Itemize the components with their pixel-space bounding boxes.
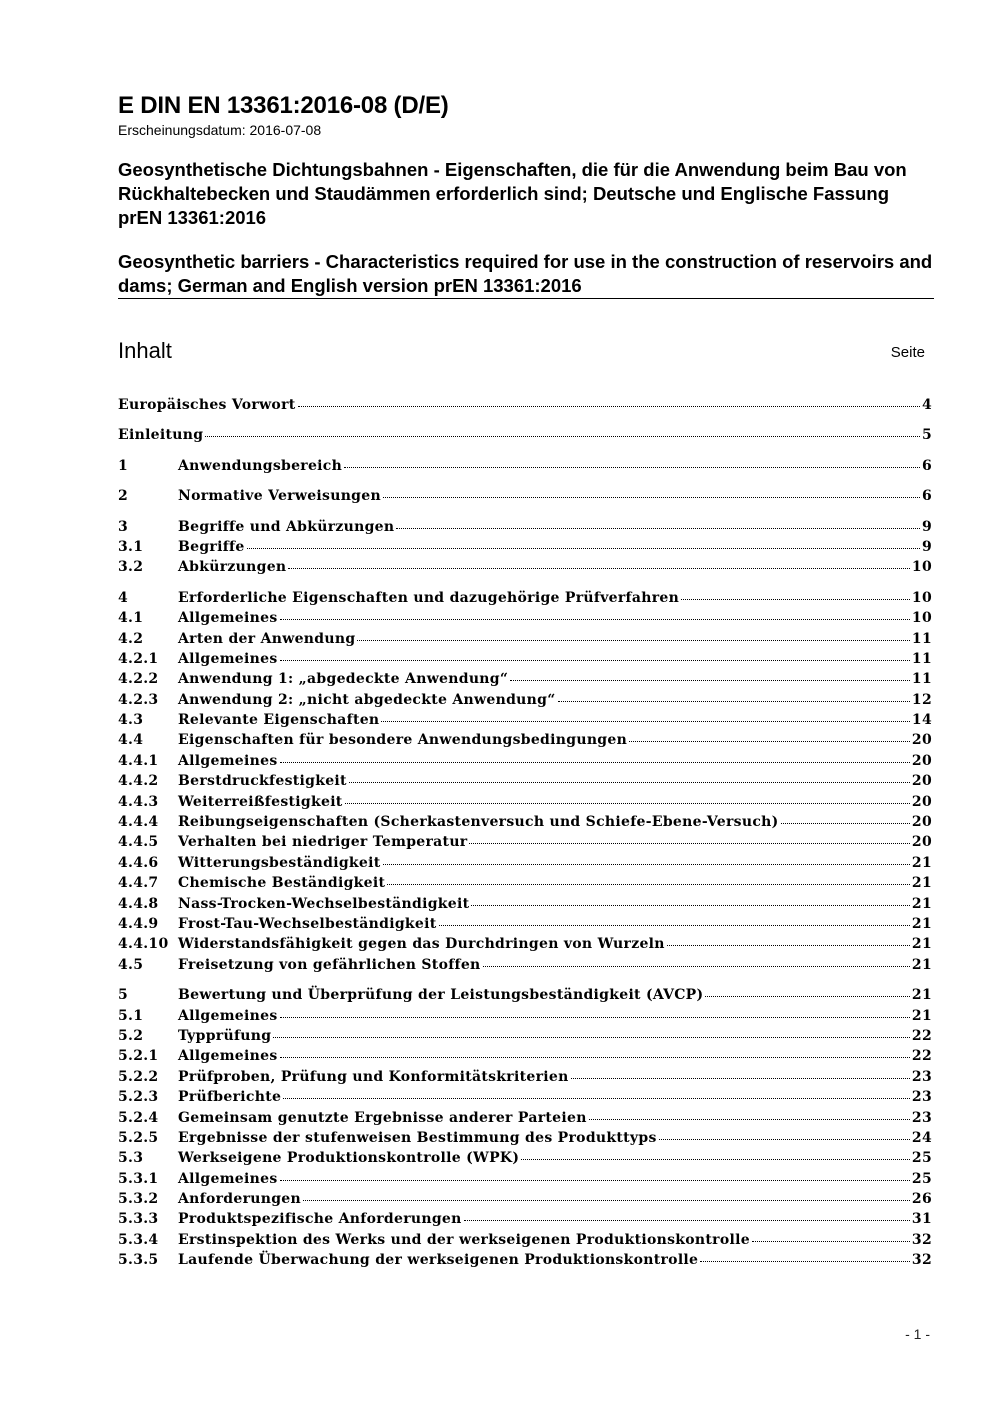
toc-entry-number: 5.3.2 xyxy=(118,1191,159,1208)
toc-entry-page: 26 xyxy=(911,1191,932,1208)
toc-entry[interactable] xyxy=(118,831,932,851)
toc-entry-page: 20 xyxy=(911,814,932,831)
toc-entry-title: Reibungseigenschaften (Scherkastenversuch und Schiefe-Ebene-Versuch) xyxy=(178,814,779,831)
document-code: E DIN EN 13361:2016-08 (D/E) xyxy=(118,92,449,119)
toc-dot-leader xyxy=(288,554,910,569)
toc-dot-leader xyxy=(383,483,920,498)
toc-entry[interactable] xyxy=(118,587,932,607)
toc-entry-title: Anwendung 1: „abgedeckte Anwendung“ xyxy=(178,671,509,688)
toc-entry-number: 5.2 xyxy=(118,1027,144,1044)
toc-dot-leader xyxy=(247,534,920,549)
toc-entry[interactable] xyxy=(118,689,932,709)
toc-entry-title: Weiterreißfestigkeit xyxy=(178,793,343,810)
toc-entry-title: Ergebnisse der stufenweisen Bestimmung des Produkttyps xyxy=(178,1129,657,1146)
toc-entry[interactable] xyxy=(118,455,932,475)
toc-entry-title: Bewertung und Überprüfung der Leistungsbeständigkeit (AVCP) xyxy=(178,987,704,1004)
toc-dot-leader xyxy=(700,1247,910,1262)
toc-entry-title: Laufende Überwachung der werkseigenen Produktionskontrolle xyxy=(178,1252,699,1269)
toc-entry-page: 4 xyxy=(921,397,932,413)
toc-entry-title: Werkseigene Produktionskontrolle (WPK) xyxy=(178,1150,520,1167)
toc-entry-number: 4.2.3 xyxy=(118,691,159,708)
toc-entry[interactable] xyxy=(118,729,932,749)
toc-entry[interactable] xyxy=(118,791,932,811)
toc-entry-number: 5.2.5 xyxy=(118,1129,159,1146)
toc-entry-number: 1 xyxy=(118,457,129,474)
toc-entry-page: 32 xyxy=(911,1231,932,1248)
toc-dot-leader xyxy=(383,850,910,865)
toc-entry-page: 5 xyxy=(921,427,932,444)
toc-entry[interactable] xyxy=(118,1066,932,1086)
title-divider xyxy=(118,298,934,299)
toc-entry[interactable] xyxy=(118,1249,932,1269)
toc-dot-leader xyxy=(483,952,910,967)
toc-entry-page: 6 xyxy=(921,457,932,474)
toc-entry-number: 2 xyxy=(118,488,129,505)
toc-entry-page: 23 xyxy=(911,1109,932,1126)
toc-entry-page: 11 xyxy=(911,671,932,688)
toc-entry[interactable] xyxy=(118,424,932,444)
toc-entry-page: 9 xyxy=(921,518,932,535)
toc-entry-number: 4.4.3 xyxy=(118,793,159,810)
toc-entry-number: 4.4.8 xyxy=(118,895,159,912)
toc-entry-page: 20 xyxy=(911,732,932,749)
toc-entry[interactable] xyxy=(118,933,932,953)
toc-entry-page: 21 xyxy=(911,915,932,932)
toc-dot-leader xyxy=(589,1105,910,1120)
toc-entry-page: 14 xyxy=(911,712,932,729)
toc-entry-page: 21 xyxy=(911,936,932,953)
toc-entry[interactable] xyxy=(118,485,932,505)
toc-entry-title: Allgemeines xyxy=(178,610,278,627)
toc-entry-number: 4.2.1 xyxy=(118,650,159,667)
toc-dot-leader xyxy=(521,1145,910,1160)
toc-dot-leader xyxy=(280,1003,910,1018)
toc-entry[interactable] xyxy=(118,984,932,1004)
toc-entry-title: Begriffe xyxy=(178,538,245,555)
toc-dot-leader xyxy=(283,1084,910,1099)
toc-entry-page: 10 xyxy=(911,610,932,627)
toc-entry-title: Berstdruckfestigkeit xyxy=(178,773,347,790)
toc-entry-number: 5.2.4 xyxy=(118,1109,159,1126)
toc-dot-leader xyxy=(781,809,910,824)
toc-entry-page: 25 xyxy=(911,1170,932,1187)
toc-entry[interactable] xyxy=(118,709,932,729)
toc-entry-title: Nass-Trocken-Wechselbeständigkeit xyxy=(178,895,470,912)
toc-dot-leader xyxy=(439,911,910,926)
toc-entry-number: 4.3 xyxy=(118,712,144,729)
toc-entry[interactable] xyxy=(118,648,932,668)
page-number: - 1 - xyxy=(905,1326,930,1342)
toc-entry-title: Anforderungen xyxy=(178,1191,301,1208)
toc-entry-page: 32 xyxy=(911,1252,932,1269)
toc-entry-title: Erforderliche Eigenschaften und dazugehörige Prüfverfahren xyxy=(178,589,680,606)
title-german: Geosynthetische Dichtungsbahnen - Eigenschaften, die für die Anwendung beim Bau von Rückhaltebecken und Staudämmen erforderlich sind; Deutsche und Englische Fassung prEN 13361:2016 xyxy=(118,159,907,228)
toc-entry-page: 20 xyxy=(911,773,932,790)
toc-entry-title: Relevante Eigenschaften xyxy=(178,712,380,729)
toc-entry-title: Eigenschaften für besondere Anwendungsbedingungen xyxy=(178,732,628,749)
toc-entry-page: 25 xyxy=(911,1150,932,1167)
toc-entry[interactable] xyxy=(118,954,932,974)
toc-dot-leader xyxy=(280,1166,910,1181)
toc-entry-number: 5.3 xyxy=(118,1150,144,1167)
toc-entry-number: 4.4.5 xyxy=(118,834,159,851)
toc-entry-title: Allgemeines xyxy=(178,1048,278,1065)
toc-dot-leader xyxy=(387,870,910,885)
toc-entry-title: Gemeinsam genutzte Ergebnisse anderer Parteien xyxy=(178,1109,587,1126)
toc-entry-title: Prüfproben, Prüfung und Konformitätskriterien xyxy=(178,1068,569,1085)
toc-entry[interactable] xyxy=(118,628,932,648)
toc-dot-leader xyxy=(344,453,920,468)
toc-dot-leader xyxy=(629,727,910,742)
toc-entry[interactable] xyxy=(118,1208,932,1228)
toc-entry-number: 4.4.4 xyxy=(118,814,159,831)
toc-entry[interactable] xyxy=(118,1107,932,1127)
toc-entry[interactable] xyxy=(118,1086,932,1106)
publication-date: Erscheinungsdatum: 2016-07-08 xyxy=(118,122,322,138)
toc-entry-number: 4.2.2 xyxy=(118,671,159,688)
toc-entry-number: 5.3.4 xyxy=(118,1231,159,1248)
toc-entry-page: 21 xyxy=(911,956,932,973)
toc-dot-leader xyxy=(381,707,910,722)
toc-entry-number: 5.2.1 xyxy=(118,1048,159,1065)
toc-entry[interactable] xyxy=(118,811,932,831)
toc-entry-title: Typprüfung xyxy=(178,1027,272,1044)
toc-entry-page: 10 xyxy=(911,559,932,576)
toc-entry-page: 21 xyxy=(911,895,932,912)
toc-dot-leader xyxy=(273,1023,910,1038)
toc-entry[interactable] xyxy=(118,893,932,913)
toc-entry-page: 21 xyxy=(911,875,932,892)
toc-entry-title: Frost-Tau-Wechselbeständigkeit xyxy=(178,915,437,932)
toc-entry[interactable] xyxy=(118,1188,932,1208)
toc-entry-title: Allgemeines xyxy=(178,650,278,667)
toc-entry-page: 20 xyxy=(911,793,932,810)
toc-entry-number: 5.2.2 xyxy=(118,1068,159,1085)
toc-dot-leader xyxy=(280,748,910,763)
toc-entry-title: Arten der Anwendung xyxy=(178,630,356,647)
toc-entry-page: 21 xyxy=(911,1007,932,1024)
toc-entry-title: Allgemeines xyxy=(178,1170,278,1187)
toc-entry[interactable] xyxy=(118,1025,932,1045)
toc-entry[interactable] xyxy=(118,1127,932,1147)
toc-entry-number: 3 xyxy=(118,518,129,535)
toc-entry-number: 5 xyxy=(118,987,129,1004)
toc-heading: Inhalt xyxy=(118,338,172,363)
toc-entry[interactable] xyxy=(118,872,932,892)
toc-dot-leader xyxy=(345,789,910,804)
toc-entry-number: 4.4.9 xyxy=(118,915,159,932)
toc-entry-page: 11 xyxy=(911,650,932,667)
toc-entry[interactable] xyxy=(118,1229,932,1249)
toc-entry-number: 4.2 xyxy=(118,630,144,647)
toc-entry-title: Begriffe und Abkürzungen xyxy=(178,518,395,535)
toc-dot-leader xyxy=(659,1125,910,1140)
toc-entry-page: 23 xyxy=(911,1089,932,1106)
toc-entry-page: 9 xyxy=(921,538,932,555)
toc-entry[interactable] xyxy=(118,750,932,770)
toc-entry-page: 6 xyxy=(921,488,932,505)
toc-page-column-label: Seite xyxy=(890,344,925,361)
toc-entry-number: 4.5 xyxy=(118,956,144,973)
table-of-contents xyxy=(118,394,932,1270)
toc-entry-page: 31 xyxy=(911,1211,932,1228)
toc-entry-number: 4.4 xyxy=(118,732,144,749)
toc-entry-title: Witterungsbeständigkeit xyxy=(178,854,381,871)
toc-dot-leader xyxy=(280,605,910,620)
toc-dot-leader xyxy=(205,422,920,437)
toc-entry-title: Europäisches Vorwort xyxy=(118,397,296,413)
toc-entry-page: 24 xyxy=(911,1129,932,1146)
toc-entry-title: Erstinspektion des Werks und der werkseigenen Produktionskontrolle xyxy=(178,1231,750,1248)
toc-entry-page: 22 xyxy=(911,1027,932,1044)
toc-dot-leader xyxy=(280,646,910,661)
toc-dot-leader xyxy=(396,514,920,529)
toc-entry[interactable] xyxy=(118,556,932,576)
toc-dot-leader xyxy=(469,829,909,844)
toc-entry-number: 5.1 xyxy=(118,1007,144,1024)
toc-dot-leader xyxy=(349,768,910,783)
toc-entry[interactable] xyxy=(118,770,932,790)
toc-dot-leader xyxy=(303,1186,910,1201)
toc-entry[interactable] xyxy=(118,1147,932,1167)
toc-dot-leader xyxy=(510,666,910,681)
toc-entry-page: 11 xyxy=(911,630,932,647)
toc-entry-title: Allgemeines xyxy=(178,752,278,769)
toc-dot-leader xyxy=(681,585,910,600)
toc-entry-number: 4.4.2 xyxy=(118,773,159,790)
toc-entry-title: Produktspezifische Anforderungen xyxy=(178,1211,462,1228)
toc-entry-number: 5.3.1 xyxy=(118,1170,159,1187)
title-english: Geosynthetic barriers - Characteristics required for use in the construction of reservoirs and dams; German and English version prEN 13361:2016 xyxy=(118,251,933,296)
toc-entry-number: 5.3.3 xyxy=(118,1211,159,1228)
toc-entry-title: Anwendung 2: „nicht abgedeckte Anwendung“ xyxy=(178,691,556,708)
toc-entry[interactable] xyxy=(118,1005,932,1025)
toc-dot-leader xyxy=(471,891,910,906)
toc-entry[interactable] xyxy=(118,668,932,688)
toc-entry[interactable] xyxy=(118,1168,932,1188)
toc-entry-title: Abkürzungen xyxy=(178,559,287,576)
toc-entry-number: 4.1 xyxy=(118,610,144,627)
toc-dot-leader xyxy=(752,1227,910,1242)
toc-entry[interactable] xyxy=(118,394,932,414)
toc-entry-number: 4.4.1 xyxy=(118,752,159,769)
toc-entry-page: 21 xyxy=(911,987,932,1004)
toc-entry-page: 21 xyxy=(911,854,932,871)
toc-entry-number: 4.4.10 xyxy=(118,936,169,953)
toc-entry-number: 4 xyxy=(118,589,129,606)
toc-entry-title: Einleitung xyxy=(118,427,204,444)
toc-entry-title: Freisetzung von gefährlichen Stoffen xyxy=(178,956,481,973)
toc-entry-number: 4.4.7 xyxy=(118,875,159,892)
toc-entry-number: 4.4.6 xyxy=(118,854,159,871)
toc-entry[interactable] xyxy=(118,607,932,627)
toc-dot-leader xyxy=(280,1043,910,1058)
toc-entry-number: 3.2 xyxy=(118,559,144,576)
toc-dot-leader xyxy=(667,931,910,946)
toc-entry[interactable] xyxy=(118,536,932,556)
toc-entry-title: Anwendungsbereich xyxy=(178,457,343,474)
toc-entry-page: 20 xyxy=(911,752,932,769)
toc-dot-leader xyxy=(571,1064,910,1079)
toc-entry-page: 22 xyxy=(911,1048,932,1065)
toc-entry-page: 23 xyxy=(911,1068,932,1085)
toc-entry-title: Normative Verweisungen xyxy=(178,488,381,505)
toc-dot-leader xyxy=(558,687,910,702)
toc-entry-title: Allgemeines xyxy=(178,1007,278,1024)
toc-entry-title: Chemische Beständigkeit xyxy=(178,875,386,892)
toc-entry-title: Prüfberichte xyxy=(178,1089,282,1106)
toc-dot-leader xyxy=(705,982,909,997)
toc-dot-leader xyxy=(464,1206,910,1221)
toc-entry-page: 12 xyxy=(911,691,932,708)
toc-entry[interactable] xyxy=(118,1045,932,1065)
toc-entry[interactable] xyxy=(118,516,932,536)
toc-entry-page: 10 xyxy=(911,589,932,606)
toc-entry-number: 5.2.3 xyxy=(118,1089,159,1106)
toc-entry[interactable] xyxy=(118,913,932,933)
toc-dot-leader xyxy=(298,392,920,407)
toc-entry[interactable] xyxy=(118,852,932,872)
toc-entry-page: 20 xyxy=(911,834,932,851)
toc-entry-title: Verhalten bei niedriger Temperatur xyxy=(178,834,468,851)
toc-entry-number: 3.1 xyxy=(118,538,144,555)
toc-entry-title: Widerstandsfähigkeit gegen das Durchdringen von Wurzeln xyxy=(178,936,665,953)
toc-dot-leader xyxy=(357,626,909,641)
toc-entry-number: 5.3.5 xyxy=(118,1252,159,1269)
